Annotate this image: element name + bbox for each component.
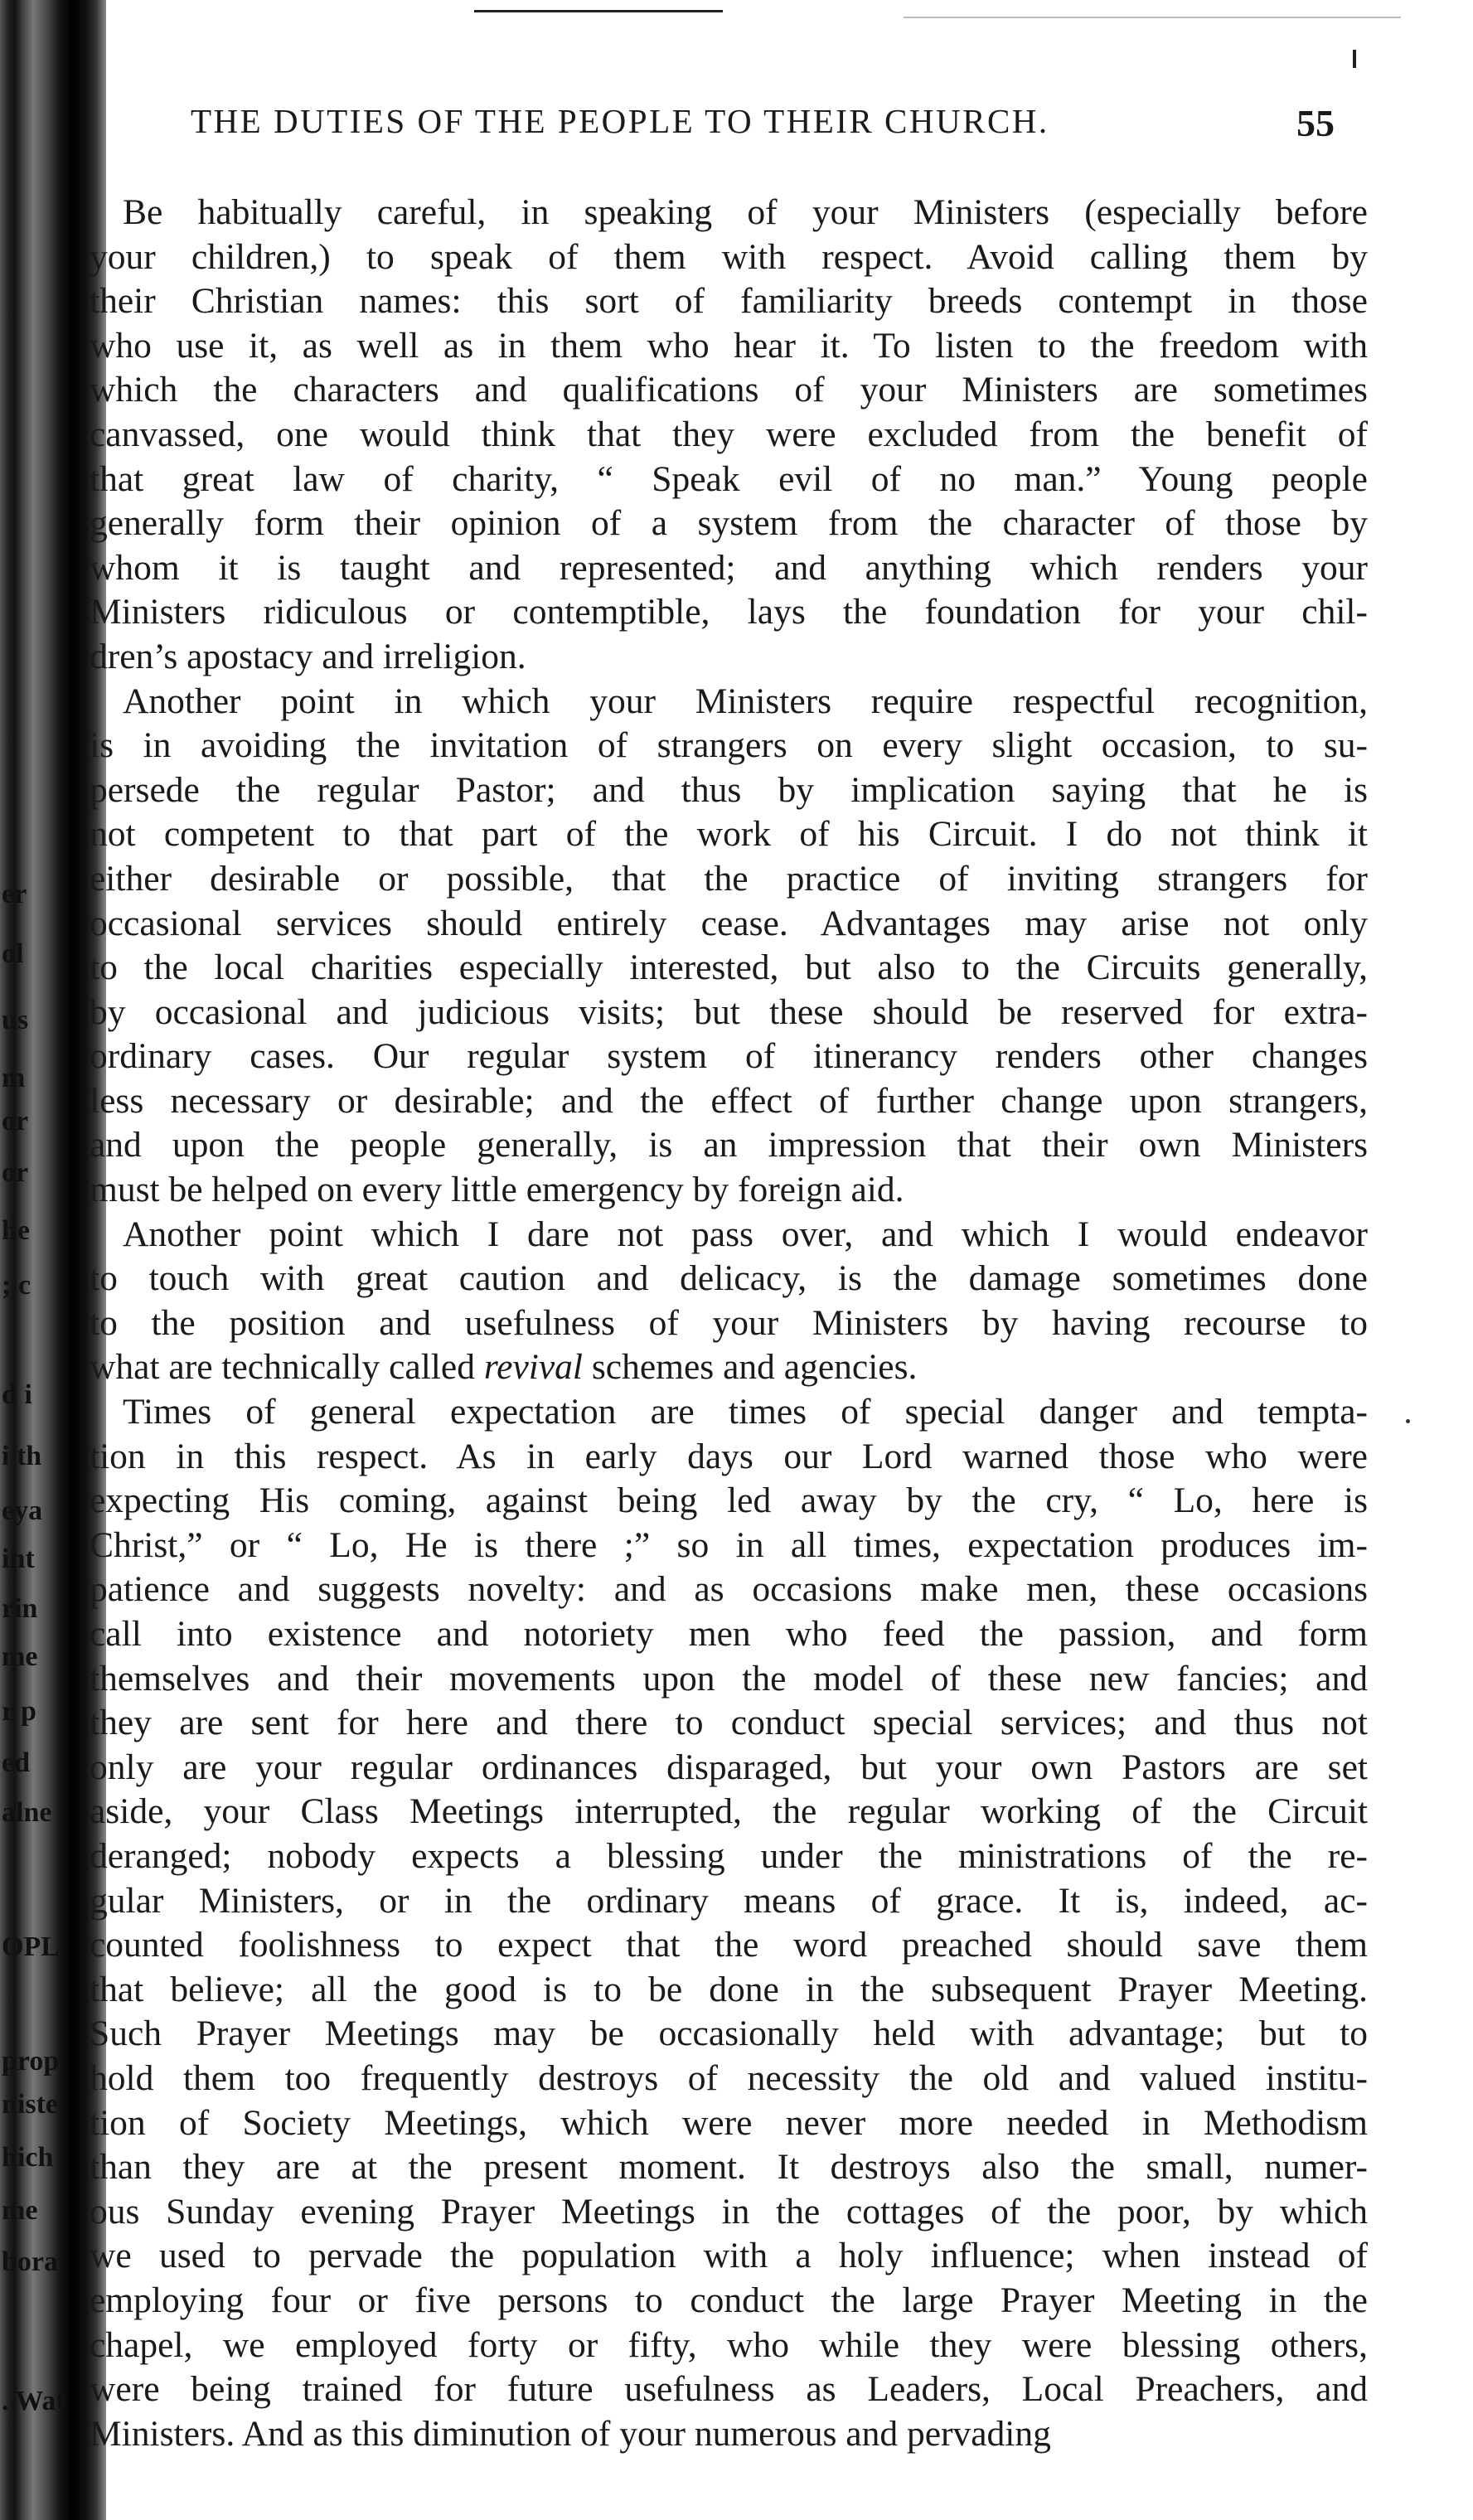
text-line: that great law of charity, “ Speak evil of no man.” Young people xyxy=(90,458,1368,499)
text-line: patience and suggests novelty: and as occasions make men, these occasions xyxy=(90,1569,1368,1610)
text-line: generally form their opinion of a system from the character of those by xyxy=(90,503,1368,544)
facing-page-fragment: he xyxy=(2,1215,30,1246)
text-line: persede the regular Pastor; and thus by implication saying that he is xyxy=(90,769,1368,810)
top-rule-faint xyxy=(904,17,1401,18)
text-line: their Christian names: this sort of familiarity breeds contempt in those xyxy=(90,281,1368,322)
facing-page-fragment: i th xyxy=(2,1441,42,1471)
text-line: by occasional and judicious visits; but these should be reserved for extra- xyxy=(90,991,1368,1032)
facing-page-fragment: bora xyxy=(2,2246,58,2277)
text-line: Ministers ridiculous or contemptible, lays the foundation for your chil- xyxy=(90,592,1368,632)
text-line: deranged; nobody expects a blessing under the ministrations of the re- xyxy=(90,1835,1368,1876)
facing-page-fragment: me xyxy=(2,1641,38,1672)
facing-page-fragment: prop xyxy=(2,2046,60,2077)
facing-page-fragment: or xyxy=(2,1157,29,1188)
text-line: ordinary cases. Our regular system of itinerancy renders other changes xyxy=(90,1036,1368,1077)
text-line: Such Prayer Meetings may be occasionally held with advantage; but to xyxy=(90,2014,1368,2054)
text-line: who use it, as well as in them who hear it. To listen to the freedom with xyxy=(90,325,1368,366)
text-line: Christ,” or “ Lo, He is there ;” so in all times, expectation produces im- xyxy=(90,1524,1368,1565)
facing-page-fragment: ed xyxy=(2,1747,30,1778)
text-line: tion in this respect. As in early days our Lord warned those who were xyxy=(90,1436,1368,1476)
facing-page-fragment: niste xyxy=(2,2089,58,2120)
text-line: Times of general expectation are times of special danger and tempta- xyxy=(123,1392,1368,1432)
text-line: counted foolishness to expect that the word preached should save them xyxy=(90,1925,1368,1965)
text-line: which the characters and qualifications of your Ministers are sometimes xyxy=(90,370,1368,410)
text-line: less necessary or desirable; and the effect of further change upon strangers, xyxy=(90,1080,1368,1121)
text-line: than they are at the present moment. It destroys also the small, numer- xyxy=(90,2147,1368,2188)
text-line: aside, your Class Meetings interrupted, the regular working of the Circuit xyxy=(90,1791,1368,1832)
text-line: dren’s apostacy and irreligion. xyxy=(90,636,526,676)
text-line: either desirable or possible, that the practice of inviting strangers for xyxy=(90,858,1368,899)
text-line: canvassed, one would think that they were excluded from the benefit of xyxy=(90,414,1368,454)
text-line: occasional services should entirely cease. Advantages may arise not only xyxy=(90,903,1368,943)
text-line: call into existence and notoriety men who feed the passion, and form xyxy=(90,1614,1368,1654)
text-line: themselves and their movements upon the model of these new fancies; and xyxy=(90,1658,1368,1699)
facing-page-fragment: int xyxy=(2,1544,35,1574)
facing-page-fragments xyxy=(0,870,83,2445)
facing-page-fragment: ; c xyxy=(2,1270,31,1301)
text-line: whom it is taught and represented; and anything which renders your xyxy=(90,547,1368,588)
top-rule xyxy=(474,10,723,12)
text-line: gular Ministers, or in the ordinary means of grace. It is, indeed, ac- xyxy=(90,1880,1368,1921)
text-line: to touch with great caution and delicacy, is the damage sometimes done xyxy=(90,1258,1368,1299)
facing-page-fragment: m xyxy=(2,1063,26,1093)
page-number: 55 xyxy=(1296,102,1335,144)
text-line: your children,) to speak of them with respect. Avoid calling them by xyxy=(90,236,1368,277)
facing-page-fragment: hich xyxy=(2,2142,54,2173)
text-line: Another point which I dare not pass over, and which I would endeavor xyxy=(123,1214,1368,1254)
facing-page-fragment: er xyxy=(2,879,27,909)
text-line: tion of Society Meetings, which were never more needed in Methodism xyxy=(90,2102,1368,2143)
text-line: hold them too frequently destroys of necessity the old and valued institu- xyxy=(90,2057,1368,2098)
text-line: Ministers. And as this diminution of your numerous and pervading xyxy=(90,2413,1051,2454)
text-line: is in avoiding the invitation of strangers on every slight occasion, to su- xyxy=(90,725,1368,766)
facing-page-fragment: us xyxy=(2,1005,29,1035)
running-head xyxy=(191,101,1335,159)
text-line: employing four or five persons to conduct the large Prayer Meeting in the xyxy=(90,2280,1368,2320)
facing-page-fragment: rin xyxy=(2,1593,38,1624)
text-line: we used to pervade the population with a holy influence; when instead of xyxy=(90,2236,1368,2276)
facing-page-fragment: r p xyxy=(2,1696,36,1727)
facing-page-fragment: or xyxy=(2,1106,29,1136)
stray-mark xyxy=(1353,50,1356,68)
italic-word: revival xyxy=(483,1347,583,1388)
text-line: to the position and usefulness of your Ministers by having recourse to xyxy=(90,1302,1368,1343)
facing-page-fragment: ol xyxy=(2,938,24,969)
text-line: not competent to that part of the work of his Circuit. I do not think it xyxy=(90,814,1368,855)
stray-dot xyxy=(1406,1419,1410,1423)
facing-page-fragment: . Wat xyxy=(2,2386,65,2416)
facing-page-fragment: eya xyxy=(2,1495,43,1526)
text-line: and upon the people generally, is an impression that their own Ministers xyxy=(90,1125,1368,1166)
text-line: ous Sunday evening Prayer Meetings in the cottages of the poor, by which xyxy=(90,2191,1368,2232)
text-line: Another point in which your Ministers require respectful recognition, xyxy=(123,681,1368,721)
text-line: what are technically called revival schemes and agencies. xyxy=(90,1347,918,1388)
text-line: Be habitually careful, in speaking of your Ministers (especially before xyxy=(123,192,1368,232)
facing-page-fragment: me xyxy=(2,2195,38,2226)
text-line: to the local charities especially interested, but also to the Circuits generally, xyxy=(90,947,1368,988)
body-text xyxy=(75,191,1368,2456)
text-line: expecting His coming, against being led away by the cry, “ Lo, here is xyxy=(90,1480,1368,1521)
facing-page-fragment: d i xyxy=(2,1379,32,1410)
facing-page-fragment: OPL xyxy=(2,1931,60,1962)
text-line: they are sent for here and there to conduct special services; and thus not xyxy=(90,1703,1368,1743)
text-line: were being trained for future usefulness as Leaders, Local Preachers, and xyxy=(90,2369,1368,2410)
text-line: that believe; all the good is to be done in the subsequent Prayer Meeting. xyxy=(90,1969,1368,2009)
text-line: must be helped on every little emergency by foreign aid. xyxy=(90,1170,904,1210)
running-head-title: THE DUTIES OF THE PEOPLE TO THEIR CHURCH. xyxy=(191,102,1049,140)
text-line: chapel, we employed forty or fifty, who while they were blessing others, xyxy=(90,2324,1368,2365)
facing-page-fragment: alne xyxy=(2,1797,52,1828)
text-line: only are your regular ordinances disparaged, but your own Pastors are set xyxy=(90,1747,1368,1787)
